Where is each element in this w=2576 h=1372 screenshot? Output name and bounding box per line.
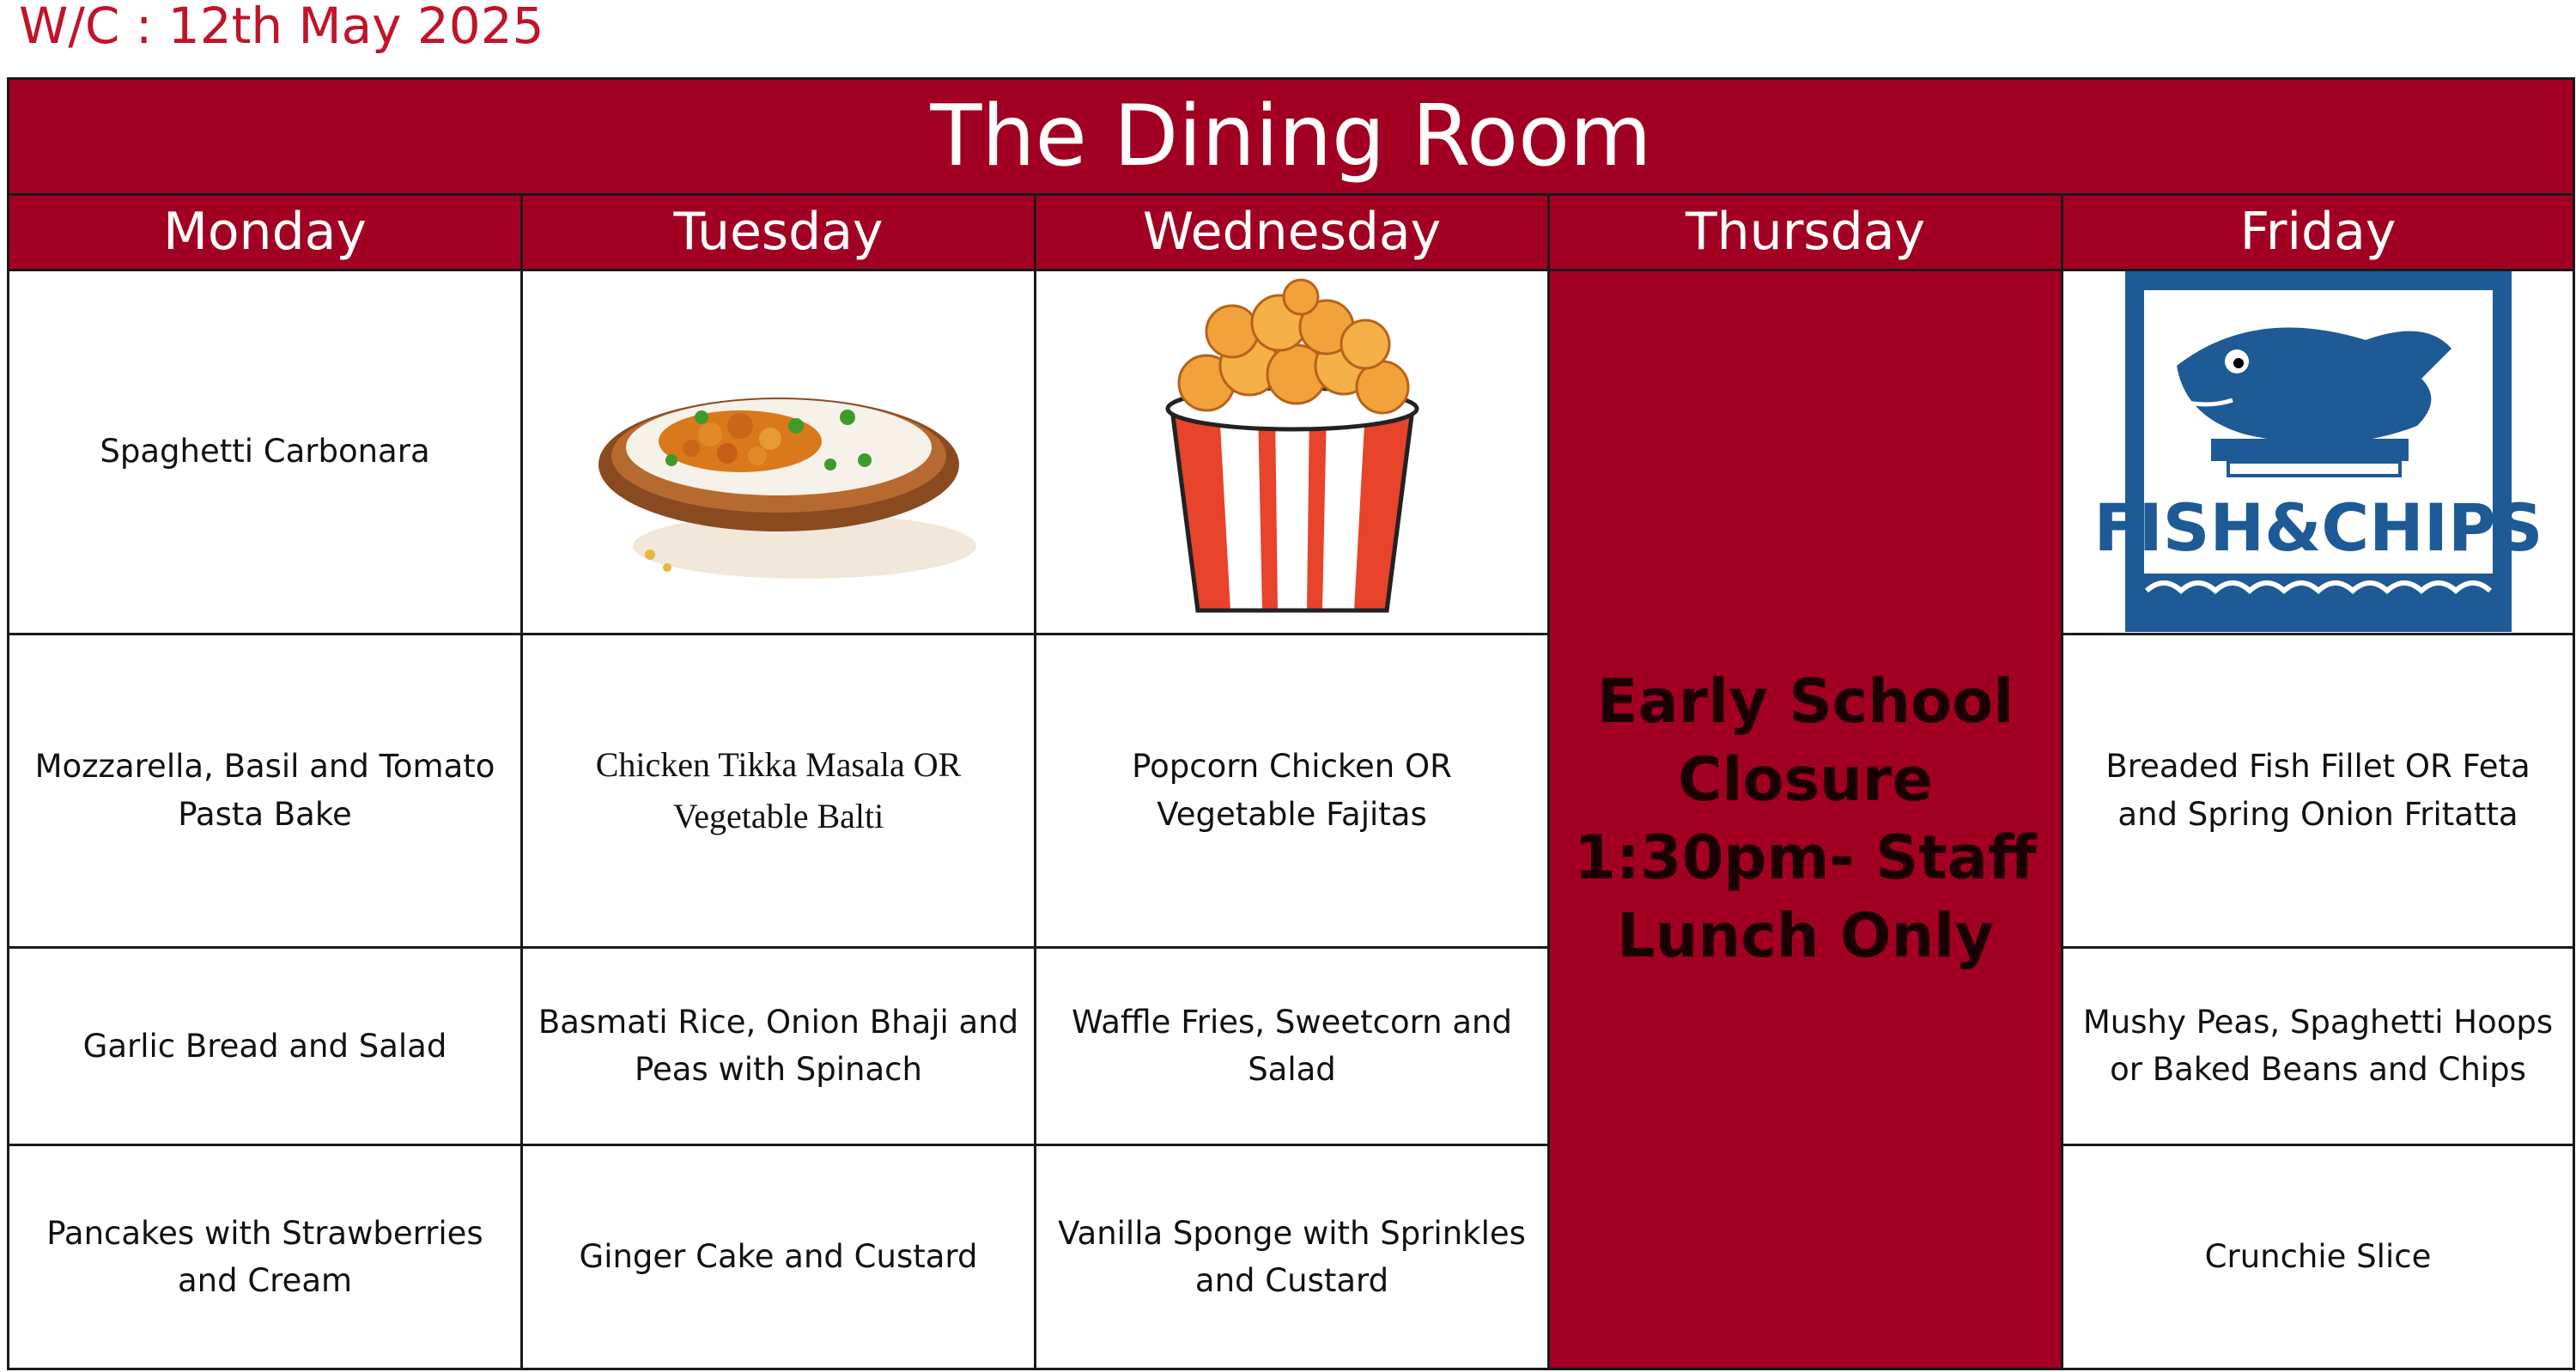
wednesday-main: Popcorn Chicken OR Vegetable Fajitas xyxy=(1036,634,1549,947)
friday-main: Breaded Fish Fillet OR Feta and Spring Onion Fritatta xyxy=(2063,634,2574,947)
day-header-tuesday: Tuesday xyxy=(522,195,1036,270)
tuesday-dessert: Ginger Cake and Custard xyxy=(522,1145,1036,1369)
wednesday-side: Waffle Fries, Sweetcorn and Salad xyxy=(1036,947,1549,1145)
day-header-wednesday: Wednesday xyxy=(1036,195,1549,270)
monday-side: Garlic Bread and Salad xyxy=(9,947,522,1145)
friday-side: Mushy Peas, Spaghetti Hoops or Baked Beans and Chips xyxy=(2063,947,2574,1145)
friday-image-cell xyxy=(2063,270,2574,634)
week-commencing-label: W/C : 12th May 2025 xyxy=(19,0,544,55)
fish-and-chips-sign-icon xyxy=(2093,271,2543,632)
monday-main: Mozzarella, Basil and Tomato Pasta Bake xyxy=(9,634,522,947)
day-header-thursday: Thursday xyxy=(1549,195,2063,270)
monday-dessert: Pancakes with Strawberries and Cream xyxy=(9,1145,522,1369)
wednesday-image-cell xyxy=(1036,270,1549,634)
menu-title: The Dining Room xyxy=(9,79,2574,195)
wednesday-dessert: Vanilla Sponge with Sprinkles and Custard xyxy=(1036,1145,1549,1369)
thursday-closure-notice: Early School Closure 1:30pm- Staff Lunch Only xyxy=(1549,270,2063,1369)
monday-feature: Spaghetti Carbonara xyxy=(9,270,522,634)
friday-dessert: Crunchie Slice xyxy=(2063,1145,2574,1369)
day-header-monday: Monday xyxy=(9,195,522,270)
fish-chips-sign-text: FISH&CHIPS xyxy=(2093,489,2543,567)
tuesday-image-cell xyxy=(522,270,1036,634)
tuesday-main: Chicken Tikka Masala OR Vegetable Balti xyxy=(522,634,1036,947)
curry-rice-bowl-icon xyxy=(590,288,968,615)
popcorn-chicken-bucket-icon xyxy=(1138,280,1447,623)
tuesday-side: Basmati Rice, Onion Bhaji and Peas with Spinach xyxy=(522,947,1036,1145)
menu-table xyxy=(7,77,2575,1370)
day-header-friday: Friday xyxy=(2063,195,2574,270)
